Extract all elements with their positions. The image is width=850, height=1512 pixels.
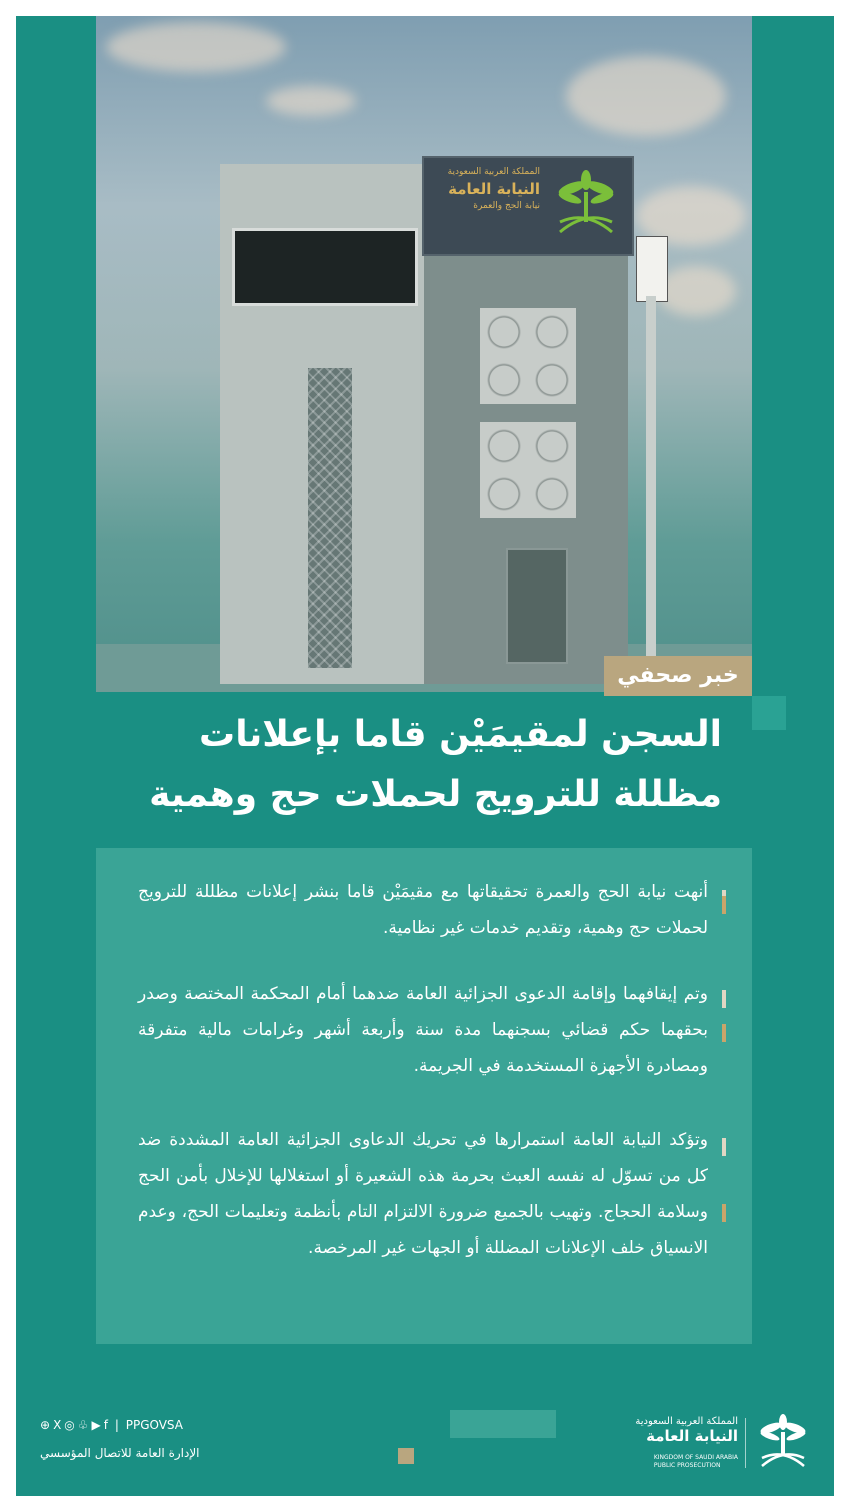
snapchat-icon[interactable]: ♧	[77, 1418, 89, 1432]
department-name: الإدارة العامة للاتصال المؤسسي	[40, 1446, 200, 1460]
cloud	[106, 22, 286, 72]
article-body	[96, 848, 752, 1344]
instagram-icon[interactable]: ◎	[64, 1418, 75, 1432]
paragraph-3: وتؤكد النيابة العامة استمرارها في تحريك الدعاوى الجزائية العامة المشددة ضد كل من تسوّل له نفسه العبث بحرمة هذه الشعيرة أو استغلالها للإخلال بأمن الحج وسلامة الحجاج. وتهيب بالجميع ضرورة الالتزام التام بأنظمة وتعليمات الحج، وعدم الانسياق خلف الإعلانات المضللة أو الجهات غير المرخصة.	[138, 1130, 708, 1258]
public-prosecution-logo	[635, 1412, 820, 1472]
headline-box	[96, 696, 752, 844]
logo-ar-line-1: المملكة العربية السعودية	[635, 1416, 738, 1427]
sign-line-2: النيابة العامة	[448, 179, 540, 198]
press-release-badge: خبر صحفي	[604, 656, 752, 696]
paragraph-marker	[722, 896, 726, 914]
paragraph-marker	[722, 1138, 726, 1156]
cloud	[656, 266, 736, 316]
logo-ar-line-2: النيابة العامة	[646, 1427, 738, 1445]
building-window	[232, 228, 418, 306]
paragraph-marker	[722, 1204, 726, 1222]
youtube-icon[interactable]: ▶	[91, 1418, 101, 1432]
street-sign	[636, 236, 668, 302]
building-door	[506, 548, 568, 664]
building-photo	[96, 16, 752, 692]
decorative-panel	[480, 422, 576, 518]
headline-line-2: مظللة للترويج لحملات حج وهمية	[149, 774, 722, 815]
palm-swords-emblem-icon	[754, 1414, 812, 1472]
logo-divider	[745, 1418, 746, 1468]
footer-accent-square	[398, 1448, 414, 1464]
paragraph-marker	[722, 990, 726, 1008]
globe-icon[interactable]: ⊕	[40, 1418, 51, 1432]
logo-english	[654, 1454, 738, 1470]
separator: |	[114, 1418, 119, 1432]
palm-swords-emblem-icon	[550, 170, 622, 242]
logo-arabic	[635, 1416, 738, 1445]
sign-pole	[646, 296, 656, 666]
accent-square	[752, 696, 786, 730]
headline-line-1: السجن لمقيمَيْن قاما بإعلانات	[199, 714, 722, 755]
paragraph-2: وتم إيقافهما وإقامة الدعوى الجزائية العامة ضدهما أمام المحكمة المختصة وصدر بحقهما حكم قضائي بسجنهما مدة سنة وأربعة أشهر وغرامات مالية متفرقة ومصادرة الأجهزة المستخدمة في الجريمة.	[138, 984, 708, 1076]
sign-text	[430, 166, 540, 212]
paragraph-marker	[722, 1024, 726, 1042]
cloud	[566, 56, 726, 136]
sign-line-3: نيابة الحج والعمرة	[473, 200, 540, 211]
x-icon[interactable]: X	[53, 1418, 62, 1432]
logo-en-line-2: PUBLIC PROSECUTION	[653, 1462, 721, 1469]
cloud	[266, 86, 356, 116]
building-sign	[422, 156, 634, 256]
lattice-screen	[308, 368, 352, 668]
facebook-icon[interactable]: f	[103, 1418, 109, 1432]
social-handle[interactable]: PPGOVSA	[125, 1418, 183, 1432]
social-links	[40, 1418, 186, 1432]
paragraph-1: أنهت نيابة الحج والعمرة تحقيقاتها مع مقيمَيْن قاما بنشر إعلانات مظللة للترويج لحملات حج وهمية، وتقديم خدمات غير نظامية.	[138, 882, 708, 938]
decorative-panel	[480, 308, 576, 404]
footer-accent-rect	[450, 1410, 556, 1438]
logo-en-line-1: KINGDOM OF SAUDI ARABIA	[653, 1454, 738, 1461]
sign-line-1: المملكة العربية السعودية	[447, 167, 540, 177]
